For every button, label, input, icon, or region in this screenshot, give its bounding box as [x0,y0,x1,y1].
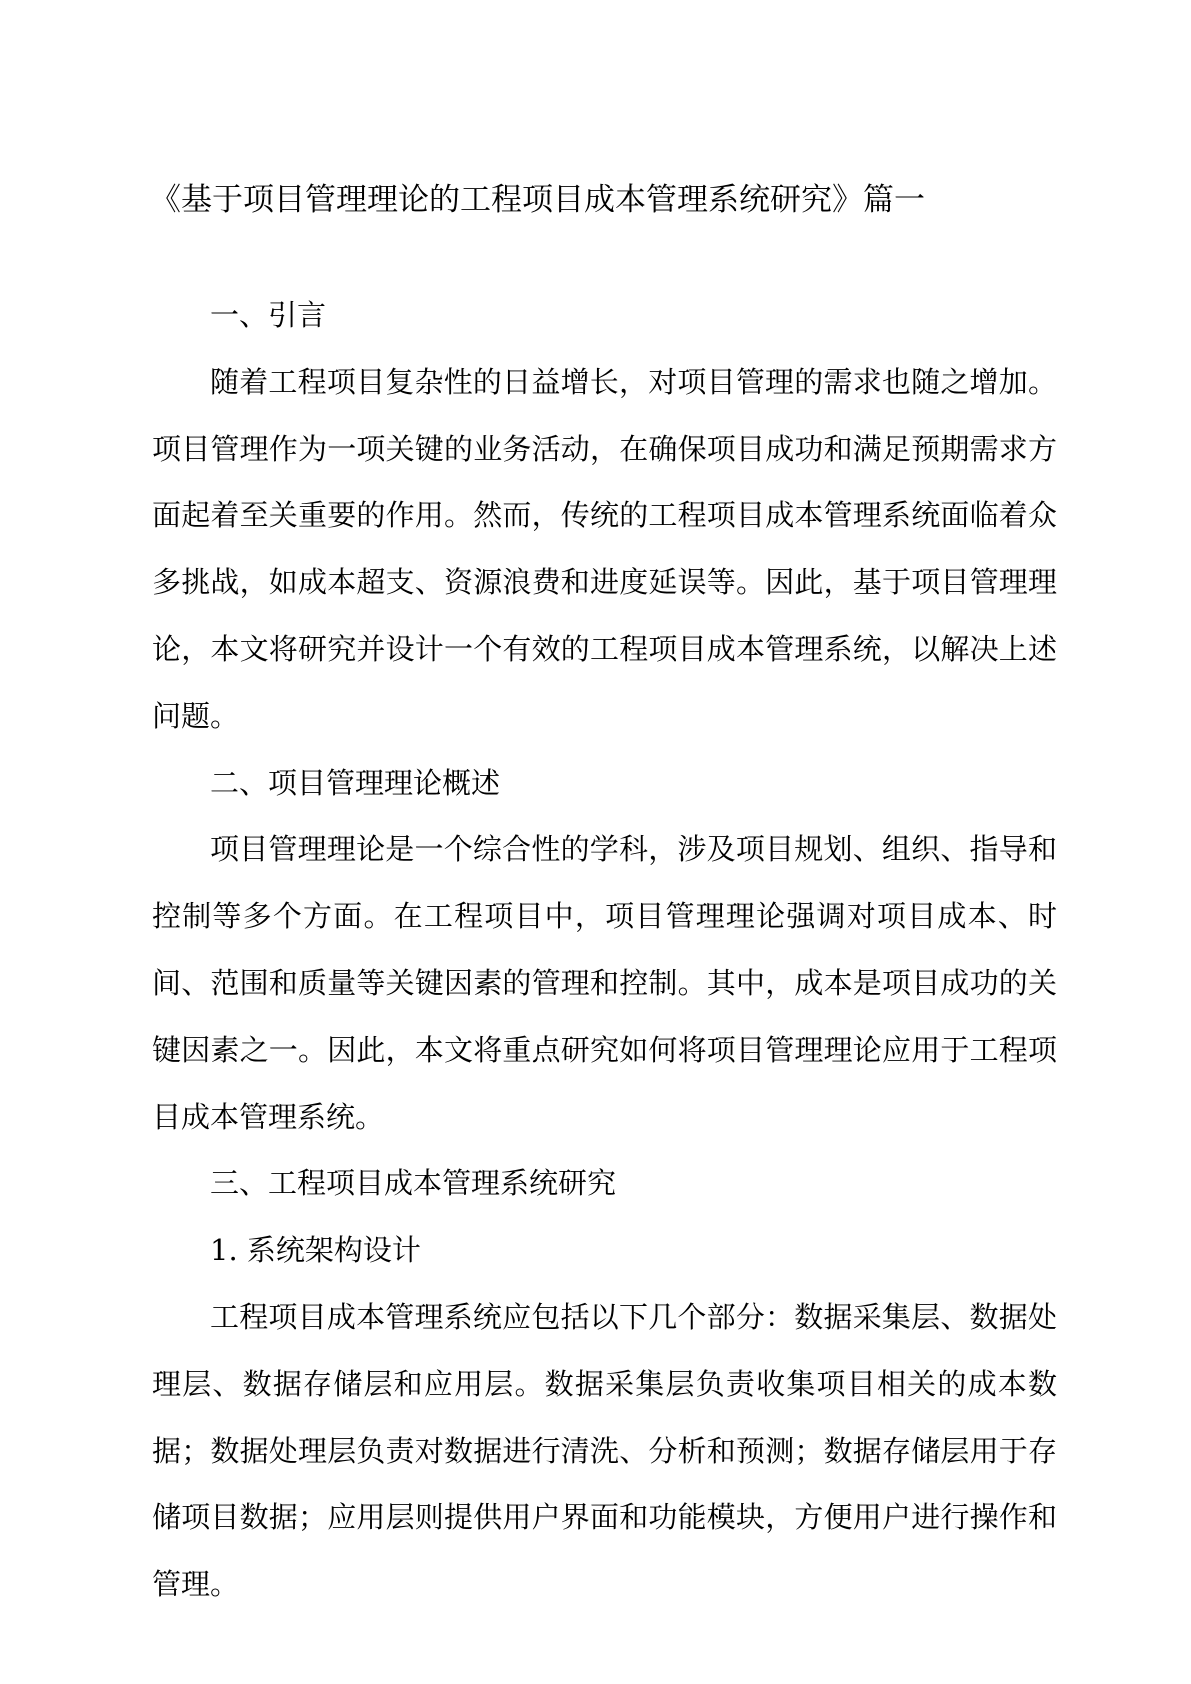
section-heading-theory-overview: 二、项目管理理论概述 [210,765,501,800]
subsection-heading-architecture: 1. 系统架构设计 [210,1233,421,1268]
section-heading-introduction: 一、引言 [210,298,327,332]
paragraph-introduction: 随着工程项目复杂性的日益增长，对项目管理的需求也随之增加。项目管理作为一项关键的业务活动，在确保项目成功和满足预期需求方面起着至关重要的作用。然而，传统的工程项目成本管理系统面临着众多挑战，如成本超支、资源浪费和进度延误等。因此，基于项目管理理论，本文将研究并设计一个有效的工程项目成本管理系统，以解决上述问题。 [152,364,1057,733]
document-body [152,282,1057,1618]
section-heading-system-research: 三、工程项目成本管理系统研究 [210,1166,617,1201]
document-title: 《基于项目管理理论的工程项目成本管理系统研究》篇一 [150,182,925,218]
paragraph-theory-overview: 项目管理理论是一个综合性的学科，涉及项目规划、组织、指导和控制等多个方面。在工程项目中，项目管理理论强调对项目成本、时间、范围和质量等关键因素的管理和控制。其中，成本是项目成功的关键因素之一。因此，本文将重点研究如何将项目管理理论应用于工程项目成本管理系统。 [152,832,1057,1134]
paragraph-architecture: 工程项目成本管理系统应包括以下几个部分：数据采集层、数据处理层、数据存储层和应用层。数据采集层负责收集项目相关的成本数据；数据处理层负责对数据进行清洗、分析和预测；数据存储层用于存储项目数据；应用层则提供用户界面和功能模块，方便用户进行操作和管理。 [152,1299,1057,1602]
